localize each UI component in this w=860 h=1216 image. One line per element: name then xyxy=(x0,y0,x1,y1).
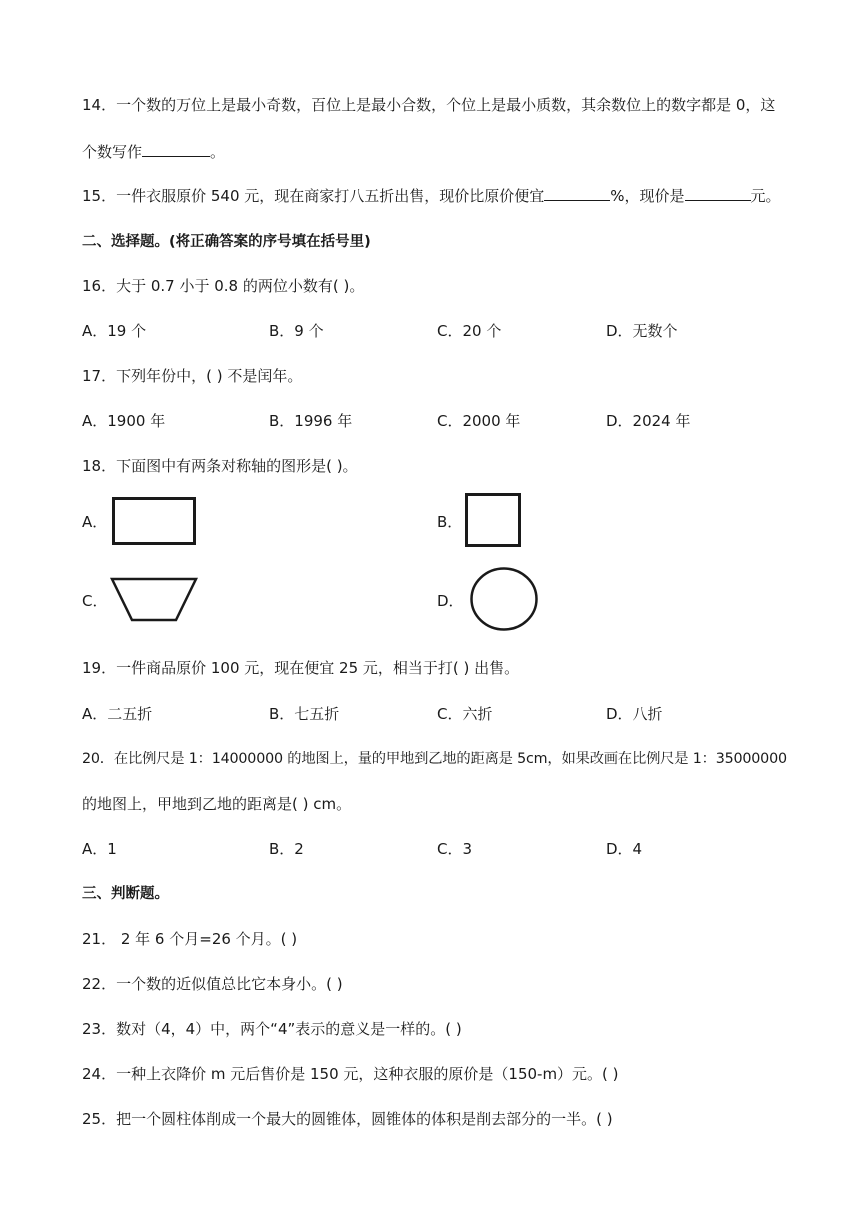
q16-option-b[interactable]: B．9 个 xyxy=(269,322,324,340)
q20-line1: 20．在比例尺是 1：14000000 的地图上，量的甲地到乙地的距离是 5cm，如果改画在比例尺是 1：35000000 xyxy=(82,751,787,767)
q19-option-a[interactable]: A．二五折 xyxy=(82,705,153,723)
circle-icon[interactable] xyxy=(470,567,538,631)
q15-part3: 元。 xyxy=(750,187,781,205)
q20-line2: 的地图上，甲地到乙地的距离是( ) cm。 xyxy=(82,795,352,813)
q16-option-a[interactable]: A．19 个 xyxy=(82,322,147,340)
q18-option-d-label[interactable]: D． xyxy=(437,592,464,610)
q23: 23．数对（4，4）中，两个“4”表示的意义是一样的。( ) xyxy=(82,1020,462,1038)
q17-option-a[interactable]: A．1900 年 xyxy=(82,412,166,430)
q16-option-d[interactable]: D．无数个 xyxy=(606,322,678,340)
rectangle-icon[interactable] xyxy=(112,497,196,545)
q17-option-d[interactable]: D．2024 年 xyxy=(606,412,691,430)
q18-option-b-label[interactable]: B． xyxy=(437,513,463,531)
q15-part1: 15．一件衣服原价 540 元，现在商家打八五折出售，现价比原价便宜 xyxy=(82,187,545,205)
q25: 25．把一个圆柱体削成一个最大的圆锥体，圆锥体的体积是削去部分的一半。( ) xyxy=(82,1110,613,1128)
q17-option-b[interactable]: B．1996 年 xyxy=(269,412,353,430)
q20-option-c[interactable]: C．3 xyxy=(437,840,473,858)
q18-stem: 18．下面图中有两条对称轴的图形是( )。 xyxy=(82,457,358,475)
q14-suffix: 。 xyxy=(210,143,226,161)
q15-blank-price[interactable] xyxy=(685,186,751,201)
q14-answer-blank[interactable] xyxy=(142,142,210,157)
q20-option-a[interactable]: A．1 xyxy=(82,840,117,858)
section-2-title: 二、选择题。(将正确答案的序号填在括号里) xyxy=(82,234,371,250)
q16-stem: 16．大于 0.7 小于 0.8 的两位小数有( )。 xyxy=(82,277,365,295)
q21: 21． 2 年 6 个月=26 个月。( ) xyxy=(82,930,298,948)
q19-option-b[interactable]: B．七五折 xyxy=(269,705,340,723)
q20-option-b[interactable]: B．2 xyxy=(269,840,304,858)
square-icon[interactable] xyxy=(465,493,521,547)
trapezoid-icon[interactable] xyxy=(110,577,198,622)
q18-option-c-label[interactable]: C． xyxy=(82,592,108,610)
q19-option-c[interactable]: C．六折 xyxy=(437,705,493,723)
q24: 24．一种上衣降价 m 元后售价是 150 元，这种衣服的原价是（150-m）元。( ) xyxy=(82,1065,619,1083)
q18-option-a-label[interactable]: A． xyxy=(82,513,108,531)
q15-part2: %，现价是 xyxy=(610,187,685,205)
q16-option-c[interactable]: C．20 个 xyxy=(437,322,502,340)
q17-option-c[interactable]: C．2000 年 xyxy=(437,412,521,430)
q15-line xyxy=(82,186,781,206)
q19-stem: 19．一件商品原价 100 元，现在便宜 25 元，相当于打( ) 出售。 xyxy=(82,659,520,677)
q14-prefix: 个数写作 xyxy=(82,143,143,161)
q14-line2 xyxy=(82,142,225,162)
q14-line1: 14．一个数的万位上是最小奇数，百位上是最小合数，个位上是最小质数，其余数位上的数字都是 0，这 xyxy=(82,96,776,114)
q19-option-d[interactable]: D．八折 xyxy=(606,705,663,723)
q22: 22．一个数的近似值总比它本身小。( ) xyxy=(82,975,343,993)
q15-blank-percent[interactable] xyxy=(544,186,610,201)
q20-option-d[interactable]: D．4 xyxy=(606,840,643,858)
section-3-title: 三、判断题。 xyxy=(82,886,169,902)
q17-stem: 17．下列年份中，( ) 不是闰年。 xyxy=(82,367,303,385)
